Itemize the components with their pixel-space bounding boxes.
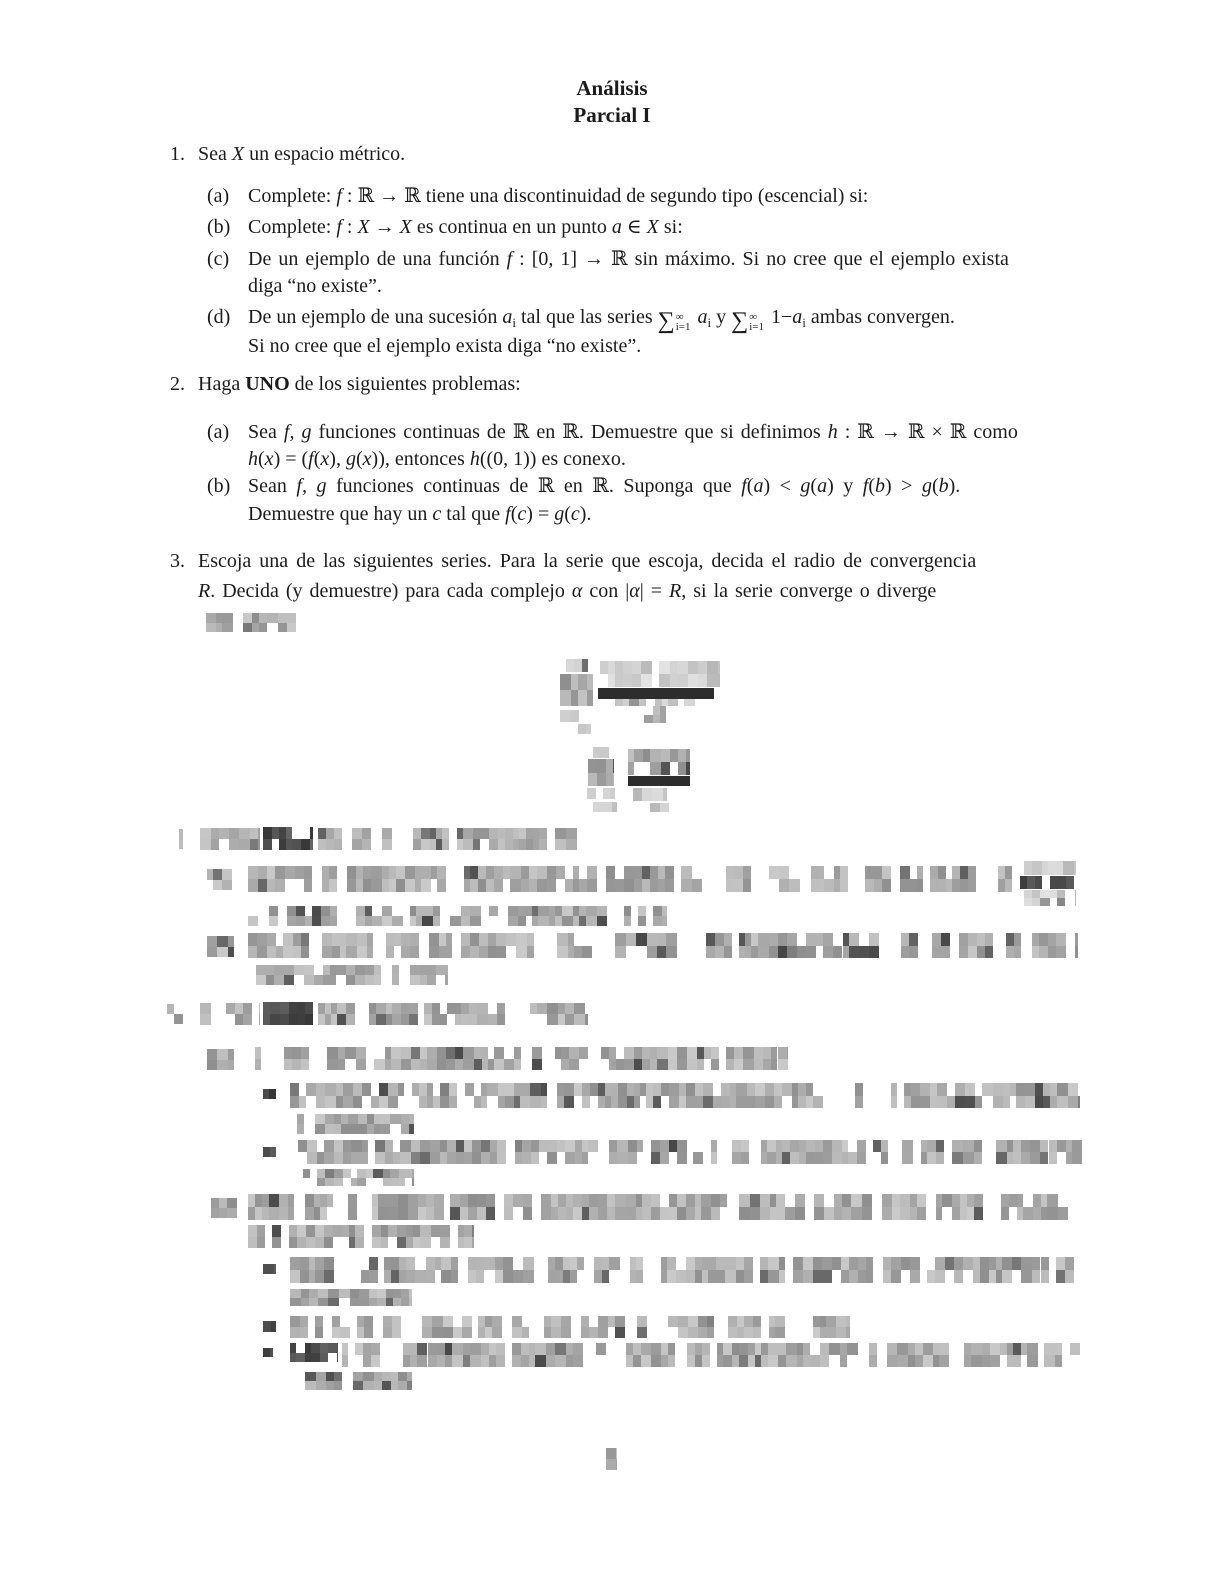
problem-2-intro: Haga UNO de los siguientes problemas: [198, 373, 521, 395]
redacted-problem-5-heading [200, 1003, 260, 1025]
problem-2a-text-line2: h(x) = (f(x), g(x)), entonces h((0, 1)) es conexo. [248, 448, 626, 470]
redacted-problem-5b-bullet1-line2 [290, 1289, 412, 1306]
problem-2b-label: (b) [207, 475, 231, 497]
problem-1-intro: Sea X un espacio métrico. [198, 143, 406, 165]
redacted-problem-5b-bullet3-line2 [290, 1372, 412, 1390]
problem-1c-label: (c) [207, 248, 230, 270]
problem-2b-text-line2: Demuestre que hay un c tal que f(c) = g(c). [248, 503, 592, 525]
redacted-problem-4-heading-bold-word [263, 827, 313, 850]
redacted-formula-2-lower-limit-2 [593, 802, 617, 812]
redacted-problem-5a-bullet2-line1 [290, 1140, 1082, 1164]
redacted-problem-5b-bullet2-line [290, 1316, 850, 1338]
problem-1c-text-line1: De un ejemplo de una función f : [0, 1] → ℝ sin máximo. Si no cree que el ejemplo exista [248, 248, 1009, 270]
redacted-problem-5a-bullet2-line2 [290, 1169, 414, 1186]
redacted-formula-2-denominator [633, 788, 667, 801]
problem-1c-text-line2: diga “no existe”. [248, 275, 382, 297]
redacted-problem-4-number [167, 829, 183, 849]
problem-1d-label: (d) [207, 306, 231, 328]
redacted-problem-4a-line1 [248, 866, 1012, 892]
bullet-marker [263, 1089, 276, 1099]
problem-1b-label: (b) [207, 216, 231, 238]
problem-2-number: 2. [170, 373, 185, 395]
redacted-problem-5b-bullet1-line1 [290, 1257, 1080, 1283]
redacted-problem-5b-line2 [248, 1225, 474, 1248]
problem-3-text-line2: R. Decida (y demuestre) para cada complejo α con |α| = R, si la serie converge o diverge [198, 580, 937, 602]
redacted-formula-1-fraction-bar [598, 688, 714, 699]
redacted-formula-2-sigma [588, 759, 614, 786]
problem-3-number: 3. [170, 550, 185, 572]
redacted-problem-5a-intro [248, 1047, 788, 1070]
redacted-formula-1-lower-limit [560, 710, 594, 722]
problem-1a-text: Complete: f : ℝ → ℝ tiene una discontinuidad de segundo tipo (escencial) si: [248, 185, 869, 207]
redacted-formula-2-fraction-bar [628, 776, 690, 786]
problem-2a-label: (a) [207, 421, 230, 443]
bullet-marker [263, 1321, 276, 1332]
redacted-problem-4a-fraction-numerator [1024, 861, 1076, 875]
problem-1a-label: (a) [207, 185, 230, 207]
document-subtitle: Parcial I [573, 103, 651, 127]
redacted-problem-5b-bullet3-bold-lead [290, 1343, 338, 1362]
redacted-formula-2-denominator-2 [650, 803, 670, 812]
document-title: Análisis [576, 76, 648, 100]
problem-1b-text: Complete: f : X → X es continua en un punto a ∈ X si: [248, 216, 683, 238]
problem-2a-text-line1: Sea f, g funciones continuas de ℝ en ℝ. Demuestre que si definimos h : ℝ → ℝ × ℝ como [248, 421, 1018, 443]
redacted-page-number-tail [617, 1461, 627, 1471]
redacted-formula-1-upper-limit [566, 659, 588, 672]
redacted-formula-1-denominator [644, 706, 666, 723]
redacted-problem-5b-bullet3-line1 [342, 1343, 1080, 1367]
redacted-problem-4a-fraction-bar [1020, 876, 1074, 889]
redacted-problem-4a-line2 [248, 906, 667, 926]
redacted-formula-1-lower-limit-2 [563, 724, 591, 734]
redacted-formula-1-numerator [600, 661, 720, 687]
redacted-formula-1-sigma [560, 674, 593, 706]
redacted-problem-5-heading-rest [318, 1003, 588, 1025]
problem-1d-text-line1: De un ejemplo de una sucesión $a_i$ tal que las series ∑ ∞ i=1 $a_i$ y ∑ ∞ i=1 $1-a_i$ ambas convergen. [248, 306, 955, 334]
redacted-formula-2-upper-limit [593, 747, 615, 758]
redacted-page-number [606, 1448, 617, 1470]
redacted-problem-4b-line2 [248, 965, 448, 985]
problem-2b-text-line1: Sean f, g funciones continuas de ℝ en ℝ. Suponga que f(a) < g(a) y f(b) > g(b). [248, 475, 961, 497]
redacted-formula-2-lower-limit [587, 788, 615, 799]
redacted-problem-5a-bullet1-line2 [290, 1114, 414, 1134]
redacted-formula-1-bar-shadow [600, 699, 712, 706]
redacted-problem-4a-label [207, 869, 234, 890]
redacted-problem-4-heading-rest [318, 828, 588, 850]
redacted-problem-5b-label [211, 1198, 239, 1218]
redacted-problem-4b-label [207, 936, 234, 957]
redacted-problem-4b-line1 [248, 933, 1078, 958]
bullet-marker [263, 1348, 273, 1357]
redacted-formula-2-numerator [628, 749, 690, 775]
redacted-problem-4a-fraction-denominator [1024, 890, 1076, 906]
problem-1d-text-line2: Si no cree que el ejemplo exista diga “no existe”. [248, 335, 642, 357]
redacted-problem-5-heading-bold-word [263, 1002, 313, 1025]
redacted-problem-5b-line1 [248, 1194, 1078, 1220]
problem-1-number: 1. [170, 143, 185, 165]
redacted-problem-4-heading [200, 828, 260, 850]
redacted-problem-5a-label [207, 1049, 234, 1070]
bullet-marker [263, 1147, 276, 1157]
problem-3-text-line1: Escoja una de las siguientes series. Para la serie que escoja, decida el radio de convergencia [198, 550, 977, 572]
bullet-marker [263, 1264, 276, 1274]
redacted-problem-5-number [167, 1004, 183, 1024]
redacted-problem-5a-bullet1-line1 [290, 1083, 1080, 1108]
redacted-problem-3-line3 [200, 613, 306, 632]
